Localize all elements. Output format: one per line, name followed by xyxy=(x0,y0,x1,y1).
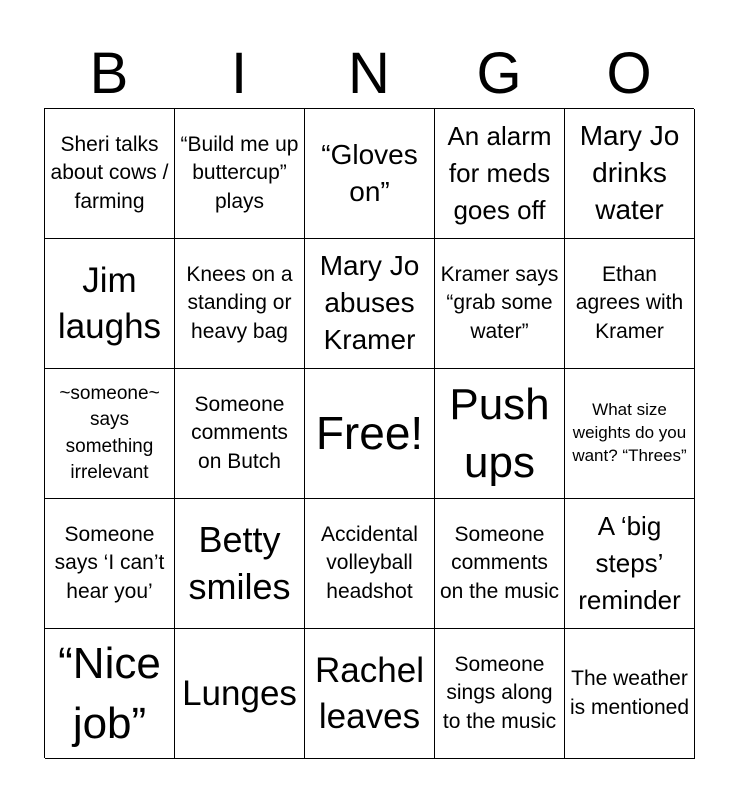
header-letter-n: N xyxy=(348,41,390,106)
cell-text: Mary Jo drinks water xyxy=(579,120,680,225)
bingo-cell[interactable] xyxy=(175,499,305,629)
bingo-cell[interactable] xyxy=(305,109,435,239)
header-letter-i: I xyxy=(230,41,248,106)
header-letter-o: O xyxy=(606,41,652,106)
header-letter-g: G xyxy=(476,41,522,106)
bingo-cell[interactable] xyxy=(175,369,305,499)
cell-text: Someone sings along to the music xyxy=(442,652,557,733)
cell-text: “Build me up buttercup” plays xyxy=(180,132,299,213)
cell-text: Sheri talks about cows / farming xyxy=(50,132,169,213)
cell-text: Knees on a standing or heavy bag xyxy=(186,262,293,343)
bingo-cell[interactable] xyxy=(175,109,305,239)
bingo-cell[interactable] xyxy=(175,629,305,759)
cell-text: Rachel leaves xyxy=(315,651,424,736)
bingo-cell[interactable] xyxy=(305,239,435,369)
bingo-cell[interactable] xyxy=(45,239,175,369)
cell-text: An alarm for meds goes off xyxy=(447,121,552,225)
cell-text: Accidental volleyball headshot xyxy=(321,522,418,603)
bingo-cell[interactable] xyxy=(565,369,695,499)
bingo-cell[interactable] xyxy=(565,629,695,759)
cell-text: Free! xyxy=(315,406,424,459)
bingo-cell[interactable] xyxy=(435,499,565,629)
cell-text: “Nice job” xyxy=(58,639,161,748)
bingo-cell[interactable] xyxy=(175,239,305,369)
cell-text: Someone comments on the music xyxy=(439,522,560,603)
cell-text: A ‘big steps’ reminder xyxy=(578,511,681,615)
bingo-cell[interactable] xyxy=(435,629,565,759)
header-letter-b: B xyxy=(89,41,129,106)
cell-text: ~someone~ says something irrelevant xyxy=(59,383,160,483)
cell-text: Ethan agrees with Kramer xyxy=(575,262,684,343)
cell-text: Push ups xyxy=(449,380,550,487)
bingo-cell[interactable] xyxy=(565,109,695,239)
cell-text: Lunges xyxy=(182,673,297,713)
bingo-cell[interactable] xyxy=(565,239,695,369)
free-space[interactable] xyxy=(305,369,435,499)
cell-text: The weather is mentioned xyxy=(569,666,690,719)
cell-text: Mary Jo abuses Kramer xyxy=(319,250,420,355)
bingo-board xyxy=(44,108,694,758)
cell-text: “Gloves on” xyxy=(321,138,418,207)
cell-text: Kramer says “grab some water” xyxy=(440,262,559,343)
bingo-cell[interactable] xyxy=(305,499,435,629)
bingo-header xyxy=(44,40,694,108)
bingo-cell[interactable] xyxy=(565,499,695,629)
cell-text: What size weights do you want? “Threes” xyxy=(572,400,687,465)
cell-text: Jim laughs xyxy=(57,261,162,346)
bingo-cell[interactable] xyxy=(45,499,175,629)
bingo-cell[interactable] xyxy=(435,109,565,239)
cell-text: Someone says ‘I can’t hear you’ xyxy=(54,522,165,603)
cell-text: Betty smiles xyxy=(188,519,291,607)
bingo-cell[interactable] xyxy=(45,369,175,499)
cell-text: Someone comments on Butch xyxy=(191,392,288,473)
bingo-cell[interactable] xyxy=(45,109,175,239)
bingo-cell[interactable] xyxy=(45,629,175,759)
bingo-cell[interactable] xyxy=(435,239,565,369)
bingo-cell[interactable] xyxy=(435,369,565,499)
bingo-cell[interactable] xyxy=(305,629,435,759)
